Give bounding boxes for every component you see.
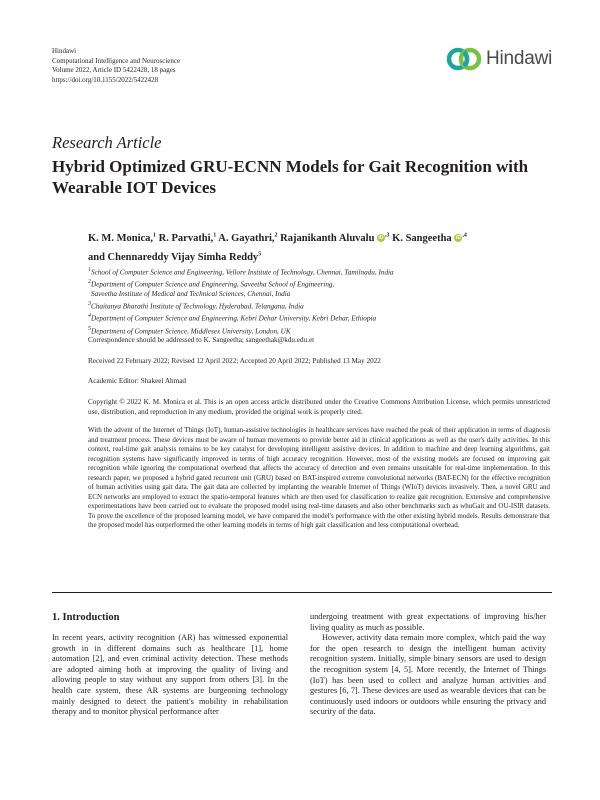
publisher-name: Hindawi	[52, 47, 77, 55]
intro-left-column	[52, 633, 288, 718]
academic-editor: Academic Editor: Shakeel Ahmad	[88, 377, 186, 385]
dates-line: Received 22 February 2022; Revised 12 April 2022; Accepted 20 April 2022; Published 13 May 2022	[88, 357, 381, 365]
logo-text: Hindawi	[486, 48, 553, 69]
author: and Chennareddy Vijay Simha Reddy$^5$	[88, 251, 262, 263]
affiliation-item: $^3$Chaitanya Bharathi Institute of Technology, Hyderabad, Telangana, India	[88, 301, 304, 311]
author: A. Gayathri,$^2$	[218, 232, 278, 244]
journal-info	[52, 47, 180, 85]
intro-right-column	[310, 612, 546, 718]
correspondence: Correspondence should be addressed to K. Sangeetha; sangeethak@kdu.edu.et	[88, 336, 315, 344]
hindawi-logo-icon	[446, 47, 482, 71]
doi-link[interactable]: https://doi.org/10.1155/2022/5422428	[52, 75, 159, 84]
volume-line: Volume 2022, Article ID 5422428, 18 pages	[52, 66, 176, 74]
abstract: With the advent of the Internet of Things (IoT), human-assistive technologies in healthcare services have reached the peak of their application in terms of diagnosis and treatment process. These devices must be aware of human movements to provide better aid in clinical applications as well as the user's daily activities. In this context, real-time gait analysis remains to be key catalyst for developing intelligent assistive devices. In addition to machine and deep learning algorithms, gait recognition systems have significantly improved in terms of high accuracy recognition. However, most of the existing models are focused on improving gait recognition while ignoring the computational overhead that affects the accuracy of detection and even remains unsuitable for real-time implementation. In this research paper, we proposed a hybrid gated recurrent unit (GRU) based on BAT-inspired extreme convolutional networks (BAT-ECN) for the effective recognition of human activities using gait data. The gait data are collected by implanting the wearable Internet of Things (WIoT) devices invasively. Then, a novel GRU and ECN networks are employed to extract the spatio-temporal features which are then used for classification to realize gait recognition. Extensive and comprehensive experimentations have been carried out to evaluate the proposed model using real-time datasets and also other benchmarks such as whuGait and OU-ISIR datasets. To prove the excellence of the proposed learning model, we have compared the model's performance with the other existing hybrid models. Results demonstrate that the proposed model has outperformed the other learning models in terms of high gait classification and less computational overhead.	[88, 426, 550, 530]
article-type: Research Article	[52, 133, 162, 152]
intro-paragraph: undergoing treatment with great expectations of improving his/her living quality as much as possible.	[310, 612, 546, 632]
author: K. Sangeetha $iD^{,4}$	[392, 232, 467, 244]
author: Rajanikanth Aluvalu $iD^{,3}$	[280, 232, 390, 244]
author-list	[88, 227, 568, 266]
affiliation-item: $^2$Department of Computer Science and Engineering, Saveetha School of Engineering, Saveetha Institute of Medical and Technical Sciences, Chennai, India	[88, 279, 335, 299]
journal-name: Computational Intelligence and Neuroscience	[52, 56, 181, 65]
affiliation-item: $^1$School of Computer Science and Engineering, Vellore Institute of Technology, Chennai, Tamilnadu, India	[88, 267, 394, 277]
author: R. Parvathi,$^1$	[158, 232, 217, 244]
section-heading: 1. Introduction	[52, 612, 120, 623]
affiliation-item: $^5$Department of Computer Science, Middlesex University, London, UK	[88, 325, 291, 335]
affiliation-item: $^4$Department of Computer Science and Engineering, Kebri Dehar University, Kebri Dehar, Ethiopia	[88, 313, 377, 323]
intro-paragraph: However, activity data remain more complex, which paid the way for the open research to design the intelligent human activity recognition system. Initially, simple binary sensors are used to design the recognition system [4, 5]. More recently, the Internet of Things (IoT) has been used to collect and analyze human activities and gestures [6, 7]. These devices are used as wearable devices that can be continuously used indoors or outdoors while ensuring the privacy and security of the data.	[310, 633, 546, 717]
author: K. M. Monica,$^1$	[88, 232, 157, 244]
orcid-icon[interactable]: iD	[378, 235, 384, 242]
affiliation-list	[88, 266, 568, 337]
orcid-icon[interactable]: iD	[455, 235, 461, 242]
hindawi-logo	[446, 47, 552, 71]
copyright-notice: Copyright © 2022 K. M. Monica et al. This is an open access article distributed under the Creative Commons Attribution License, which permits unrestricted use, distribution, and reproduction in any medium, provided the original work is properly cited.	[88, 398, 550, 416]
paper-title: Hybrid Optimized GRU-ECNN Models for Gait Recognition with Wearable IOT Devices	[52, 157, 529, 197]
divider	[52, 592, 552, 593]
intro-paragraph: In recent years, activity recognition (AR) has witnessed exponential growth in in different domains such as healthcare [1], home automation [2], and even criminal activity detection. These methods are adopted aiming both at improving the quality of living and allowing people to stay without any support from others [3]. In the health care system, these AR systems are burgeoning technology mainly designed to detect the patient's mobility in rehabilitation therapy and to monitor physical performance after	[52, 633, 288, 717]
